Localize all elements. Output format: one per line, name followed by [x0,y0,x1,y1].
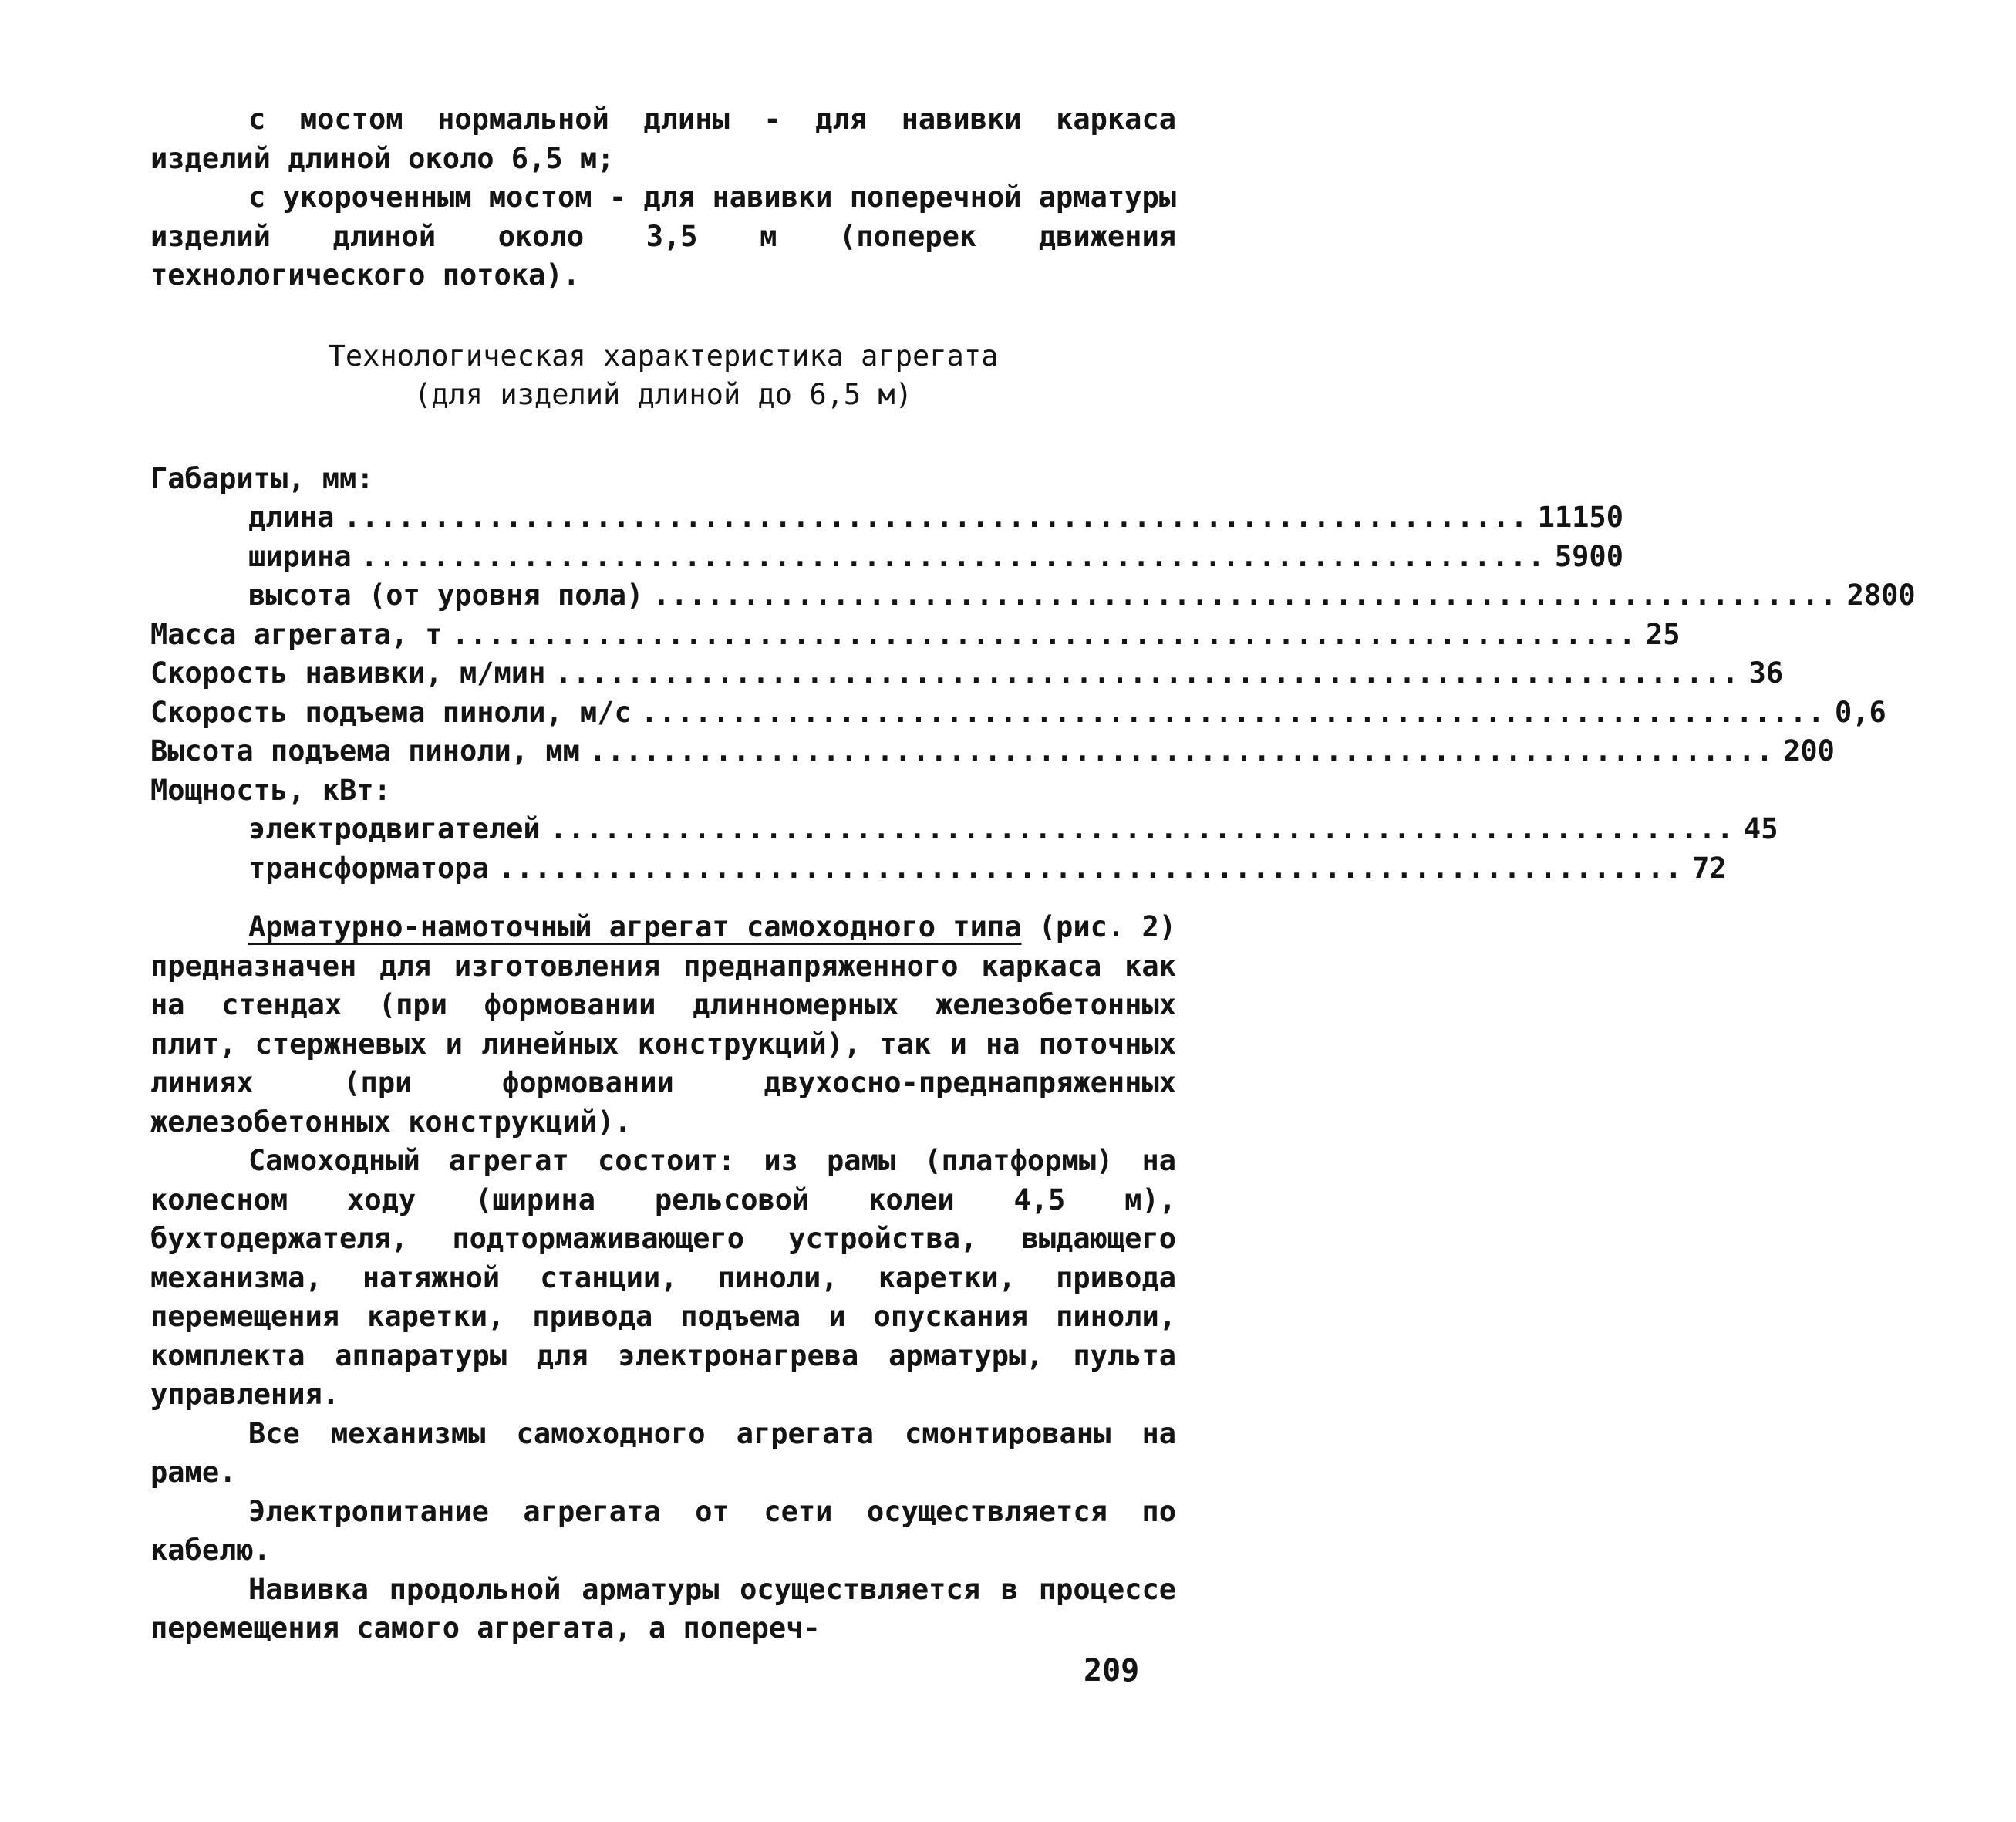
spec-heading-line-1: Технологическая характеристика агрегата [328,339,999,373]
document-page [150,100,1916,1648]
spec-row-transformer [150,849,1727,889]
spec-value: 2800 [1846,579,1916,612]
spec-value: 45 [1743,812,1778,845]
leader-dots: .................................................................. [497,851,1684,885]
spec-label: ширина [248,539,352,573]
spec-value: 72 [1692,851,1727,885]
leader-dots: .................................................................. [360,539,1546,573]
spec-value: 25 [1645,617,1681,651]
spec-table [150,460,1916,889]
leader-dots: .................................................................. [555,656,1740,690]
spec-value: 5900 [1554,539,1623,573]
underlined-title: Арматурно-намоточный агрегат самоходного типа [248,910,1022,943]
spec-value: 11150 [1537,501,1623,534]
spec-row-height [150,576,1916,616]
spec-label: высота (от уровня пола) [248,579,644,612]
body-paragraph-4: Самоходный агрегат состоит: из рамы (платформы) на колесном ходу (ширина рельсовой колеи 4,5 м), бухтодержателя, подтормаживающего устройства, выдающего механизма, натяжной станции, пиноли, каретки, привода перемещения каретки, привода подъема и опускания пиноли, комплекта аппаратуры для электронагрева арматуры, пульта управления. [150,1144,1176,1411]
spec-row-winding-speed [150,654,1784,693]
spec-label: электродвигателей [248,812,541,845]
spec-label: длина [248,501,335,534]
leader-dots: .................................................................. [549,812,1735,845]
spec-row-motors [150,810,1778,849]
spec-label: Скорость навивки, м/мин [150,656,546,690]
spec-power-header: Мощность, кВт: [150,773,391,807]
body-paragraph-5: Все механизмы самоходного агрегата смонтированы на раме. [150,1416,1176,1489]
leader-dots: .................................................................. [588,734,1775,768]
spec-label: Высота подъема пиноли, мм [150,734,580,768]
body-paragraph-3-rest: (рис. 2) предназначен для изготовления преднапряженного каркаса как на стендах (при формовании длинномерных железобетонных плит, стержневых и линейных конструкций), так и на поточных линиях (при формовании двухосно-преднапряженных железобетонных конструкций). [150,910,1177,1139]
spec-row-width [150,538,1623,577]
intro-paragraph-2: с укороченным мостом - для навивки поперечной арматуры изделий длиной около 3,5 м (поперек движения технологического потока). [150,181,1176,292]
leader-dots: .................................................................. [640,695,1826,729]
spec-label: Масса агрегата, т [150,617,443,651]
spec-heading-line-2: (для изделий длиной до 6,5 м) [413,378,912,411]
body-paragraph-6: Электропитание агрегата от сети осуществляется по кабелю. [150,1494,1176,1567]
page-number: 209 [1084,1653,1140,1689]
spec-row-mass [150,616,1681,655]
spec-value: 200 [1783,734,1835,768]
spec-row-pinol-speed [150,693,1886,733]
leader-dots: .................................................................. [343,501,1529,534]
leader-dots: .................................................................. [451,617,1637,651]
spec-label: Скорость подъема пиноли, м/с [150,695,632,729]
spec-value: 36 [1748,656,1784,690]
body-paragraph-3 [150,908,1176,1142]
spec-row-pinol-height [150,732,1835,771]
spec-dims-header: Габариты, мм: [150,461,374,495]
intro-paragraph-1: с мостом нормальной длины - для навивки каркаса изделий длиной около 6,5 м; [150,103,1176,175]
spec-label: трансформатора [248,851,489,885]
spec-row-length [150,498,1623,538]
leader-dots: .................................................................. [652,579,1838,612]
spec-value: 0,6 [1834,695,1886,729]
body-paragraph-7: Навивка продольной арматуры осуществляется в процессе перемещения самого агрегата, а попереч- [150,1572,1176,1645]
